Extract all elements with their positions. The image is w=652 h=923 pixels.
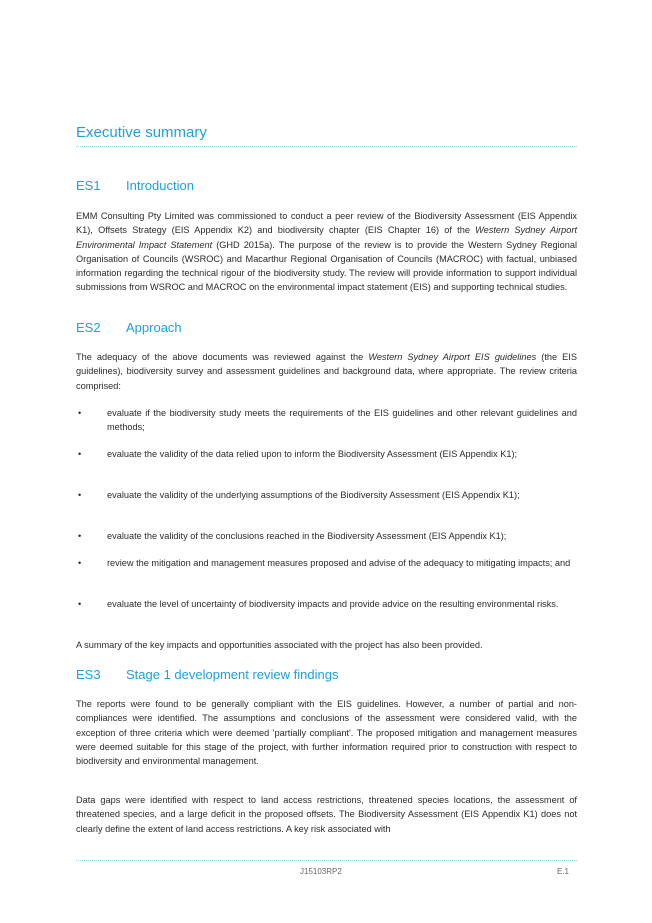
text-run: (GHD 2015a). The purpose of the review is to provide the Western Sydney Regional Organisation of Councils (WSROC) and Macarthur Regional Organisation of Councils (MACROC) with factual, unbiased information regarding the technical rigour of the biodiversity study. The review will provide information to support individual submissions from WSROC and MACROC on the environmental impact statement (EIS) and supporting technical studies. <box>76 239 577 293</box>
italic-run: Western Sydney Airport EIS guidelines <box>368 352 537 362</box>
es2-summary-paragraph: A summary of the key impacts and opportunities associated with the project has also been provided. <box>76 640 483 650</box>
section-title: Introduction <box>126 178 194 193</box>
es3-paragraph-2: Data gaps were identified with respect to land access restrictions, threatened species locations, the assessment of threatened species, and a large deficit in the proposed offsets. The Biodiversity Assessment (EIS Appendix K1) does not clearly define the extent of land access restrictions. A key risk associated with <box>76 795 577 834</box>
text-run: The adequacy of the above documents was reviewed against the <box>76 352 369 362</box>
es3-paragraph: The reports were found to be generally compliant with the EIS guidelines. However, a number of partial and non-compliances were identified. The assumptions and conclusions of the assessment were considered valid, with the exception of three criteria which were deemed 'partially compliant'. The proposed mitigation and management measures were deemed suitable for this stage of the project, with further information required prior to construction with respect to biodiversity and environmental management. <box>76 699 577 767</box>
bullet-icon: • <box>78 490 82 500</box>
bullet-icon: • <box>78 408 82 418</box>
list-item-text: review the mitigation and management measures proposed and advise of the adequacy to mitigating impacts; and <box>107 558 571 568</box>
list-item-text: evaluate if the biodiversity study meets the requirements of the EIS guidelines and other relevant guidelines and methods; <box>107 408 577 433</box>
section-title: Approach <box>126 320 182 335</box>
section-number: ES2 <box>76 320 101 335</box>
footer-page-number: E.1 <box>557 867 570 876</box>
footer-doc-id: J15103RP2 <box>300 867 342 876</box>
section-heading-es1 <box>76 178 194 193</box>
section-heading-es2 <box>76 320 182 335</box>
bullet-icon: • <box>78 531 82 541</box>
italic-run: Western Sydney Airport Environmental Impact Statement <box>76 225 578 250</box>
es1-paragraph <box>76 209 577 295</box>
section-number: ES1 <box>76 178 101 193</box>
list-item-text: evaluate the level of uncertainty of biodiversity impacts and provide advice on the resulting environmental risks. <box>107 599 559 609</box>
section-title: Stage 1 development review findings <box>126 667 339 682</box>
title-rule <box>76 146 577 147</box>
text-run: EMM Consulting Pty Limited was commissioned to conduct a peer review of the Biodiversity Assessment (EIS Appendix K1), Offsets Strategy (EIS Appendix K2) and biodiversity chapter (EIS Chapter 16) of the <box>76 211 577 236</box>
list-item-text: evaluate the validity of the data relied upon to inform the Biodiversity Assessment (EIS Appendix K1); <box>107 449 518 459</box>
bullet-icon: • <box>78 599 82 609</box>
bullet-icon: • <box>78 449 82 459</box>
section-number: ES3 <box>76 667 101 682</box>
page-title: Executive summary <box>76 124 207 141</box>
footer-rule <box>76 860 577 861</box>
es2-paragraph <box>76 350 577 393</box>
list-item-text: evaluate the validity of the conclusions reached in the Biodiversity Assessment (EIS Appendix K1); <box>107 531 507 541</box>
list-item-text: evaluate the validity of the underlying assumptions of the Biodiversity Assessment (EIS Appendix K1); <box>107 490 520 500</box>
text-run: (the EIS guidelines), biodiversity survey and assessment guidelines and background data, where appropriate. The review criteria comprised: <box>76 352 577 391</box>
section-heading-es3 <box>76 667 338 682</box>
bullet-icon: • <box>78 558 82 568</box>
